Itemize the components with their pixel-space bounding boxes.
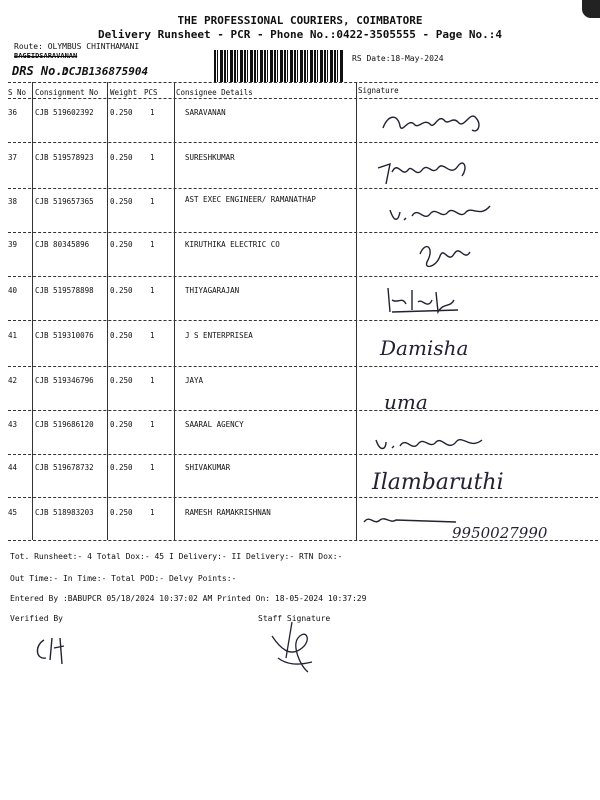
staff-signature-scribble: [262, 618, 322, 678]
row-consignment: CJB 80345896: [35, 240, 90, 249]
row-consignee: SARAVANAN: [185, 108, 226, 117]
row-sno: 39: [8, 240, 18, 249]
row-weight: 0.250: [110, 240, 133, 249]
verifier-initials: [30, 630, 80, 670]
col-weight: Weight: [110, 88, 138, 97]
row-rule: [8, 188, 598, 189]
footer-entered: Entered By :BABUPCR 05/18/2024 10:37:02 AM Printed On: 18-05-2024 10:37:29: [10, 594, 367, 603]
signature-scribble: [378, 104, 498, 140]
row-consignment: CJB 518983203: [35, 508, 94, 517]
row-consignee: J S ENTERPRISEA: [185, 331, 253, 340]
delivery-boy: BAGEIDSARAVANAN: [14, 52, 78, 60]
signature-text: 9950027990: [452, 524, 548, 542]
row-sno: 38: [8, 197, 18, 206]
row-pcs: 1: [150, 286, 155, 295]
row-pcs: 1: [150, 197, 155, 206]
row-sno: 41: [8, 331, 18, 340]
row-rule: [8, 454, 598, 455]
signature-text: Damisha: [380, 336, 469, 360]
row-weight: 0.250: [110, 331, 133, 340]
signature-scribble: [386, 196, 496, 226]
col-sno: S No: [8, 88, 27, 97]
row-rule: [8, 366, 598, 367]
col-consignment: Consignment No: [35, 88, 99, 97]
col-divider: [174, 82, 175, 540]
row-rule: [8, 232, 598, 233]
row-pcs: 1: [150, 153, 155, 162]
row-pcs: 1: [150, 240, 155, 249]
row-consignment: CJB 519602392: [35, 108, 94, 117]
row-pcs: 1: [150, 463, 155, 472]
col-divider: [107, 82, 108, 540]
row-consignment: CJB 519578923: [35, 153, 94, 162]
row-rule: [8, 410, 598, 411]
row-weight: 0.250: [110, 420, 133, 429]
row-consignee: RAMESH RAMAKRISHNAN: [185, 508, 271, 517]
company-title: THE PROFESSIONAL COURIERS, COIMBATORE: [177, 14, 423, 27]
row-consignment: CJB 519657365: [35, 197, 94, 206]
signature-scribble: [382, 282, 482, 318]
col-consignee: Consignee Details: [176, 88, 253, 97]
row-rule: [8, 276, 598, 277]
row-rule: [8, 142, 598, 143]
footer-times: Out Time:- In Time:- Total POD:- Delvy Points:-: [10, 574, 237, 583]
row-consignee: THIYAGARAJAN: [185, 286, 240, 295]
row-pcs: 1: [150, 376, 155, 385]
drs-number: DCJB136875904: [62, 65, 149, 78]
row-consignee: SURESHKUMAR: [185, 153, 235, 162]
row-consignee: AST EXEC ENGINEER/ RAMANATHAP: [185, 195, 316, 204]
drs-label: DRS No.:: [12, 64, 70, 78]
footer-totals: Tot. Runsheet:- 4 Total Dox:- 45 I Delivery:- II Delivery:- RTN Dox:-: [10, 552, 343, 561]
row-consignment: CJB 519578898: [35, 286, 94, 295]
row-weight: 0.250: [110, 376, 133, 385]
row-weight: 0.250: [110, 197, 133, 206]
row-sno: 40: [8, 286, 18, 295]
row-consignee: SHIVAKUMAR: [185, 463, 231, 472]
col-pcs: PCS: [144, 88, 158, 97]
row-pcs: 1: [150, 420, 155, 429]
signature-text: Ilambaruthi: [372, 470, 504, 495]
row-weight: 0.250: [110, 286, 133, 295]
rs-date: RS Date:18-May-2024: [352, 54, 444, 63]
row-pcs: 1: [150, 331, 155, 340]
row-sno: 43: [8, 420, 18, 429]
col-signature: Signature: [358, 86, 399, 95]
col-divider: [356, 82, 357, 540]
row-sno: 36: [8, 108, 18, 117]
row-pcs: 1: [150, 108, 155, 117]
row-sno: 44: [8, 463, 18, 472]
row-sno: 37: [8, 153, 18, 162]
barcode: [214, 50, 344, 82]
row-rule: [8, 320, 598, 321]
signature-scribble: [370, 428, 500, 458]
row-pcs: 1: [150, 508, 155, 517]
row-rule: [8, 497, 598, 498]
row-sno: 42: [8, 376, 18, 385]
header-top-rule: [8, 82, 598, 83]
verified-by-label: Verified By: [10, 614, 63, 623]
row-consignment: CJB 519686120: [35, 420, 94, 429]
row-consignment: CJB 519310076: [35, 331, 94, 340]
route-label: Route: OLYMBUS CHINTHAMANI: [14, 42, 140, 51]
staff-signature-label: Staff Signature: [258, 614, 331, 623]
row-consignee: JAYA: [185, 376, 204, 385]
runsheet-subtitle: Delivery Runsheet - PCR - Phone No.:0422-3505555 - Page No.:4: [98, 28, 502, 41]
signature-text: uma: [384, 390, 428, 414]
row-weight: 0.250: [110, 508, 133, 517]
col-divider: [32, 82, 33, 540]
signature-scribble: [372, 148, 472, 190]
row-consignment: CJB 519346796: [35, 376, 94, 385]
row-sno: 45: [8, 508, 18, 517]
signature-scribble: [410, 234, 480, 274]
row-consignee: KIRUTHIKA ELECTRIC CO: [185, 240, 280, 249]
row-consignment: CJB 519678732: [35, 463, 94, 472]
row-weight: 0.250: [110, 108, 133, 117]
row-weight: 0.250: [110, 153, 133, 162]
signature-scribble: [360, 510, 460, 530]
row-consignee: SAARAL AGENCY: [185, 420, 244, 429]
row-weight: 0.250: [110, 463, 133, 472]
header-bottom-rule: [8, 98, 598, 99]
